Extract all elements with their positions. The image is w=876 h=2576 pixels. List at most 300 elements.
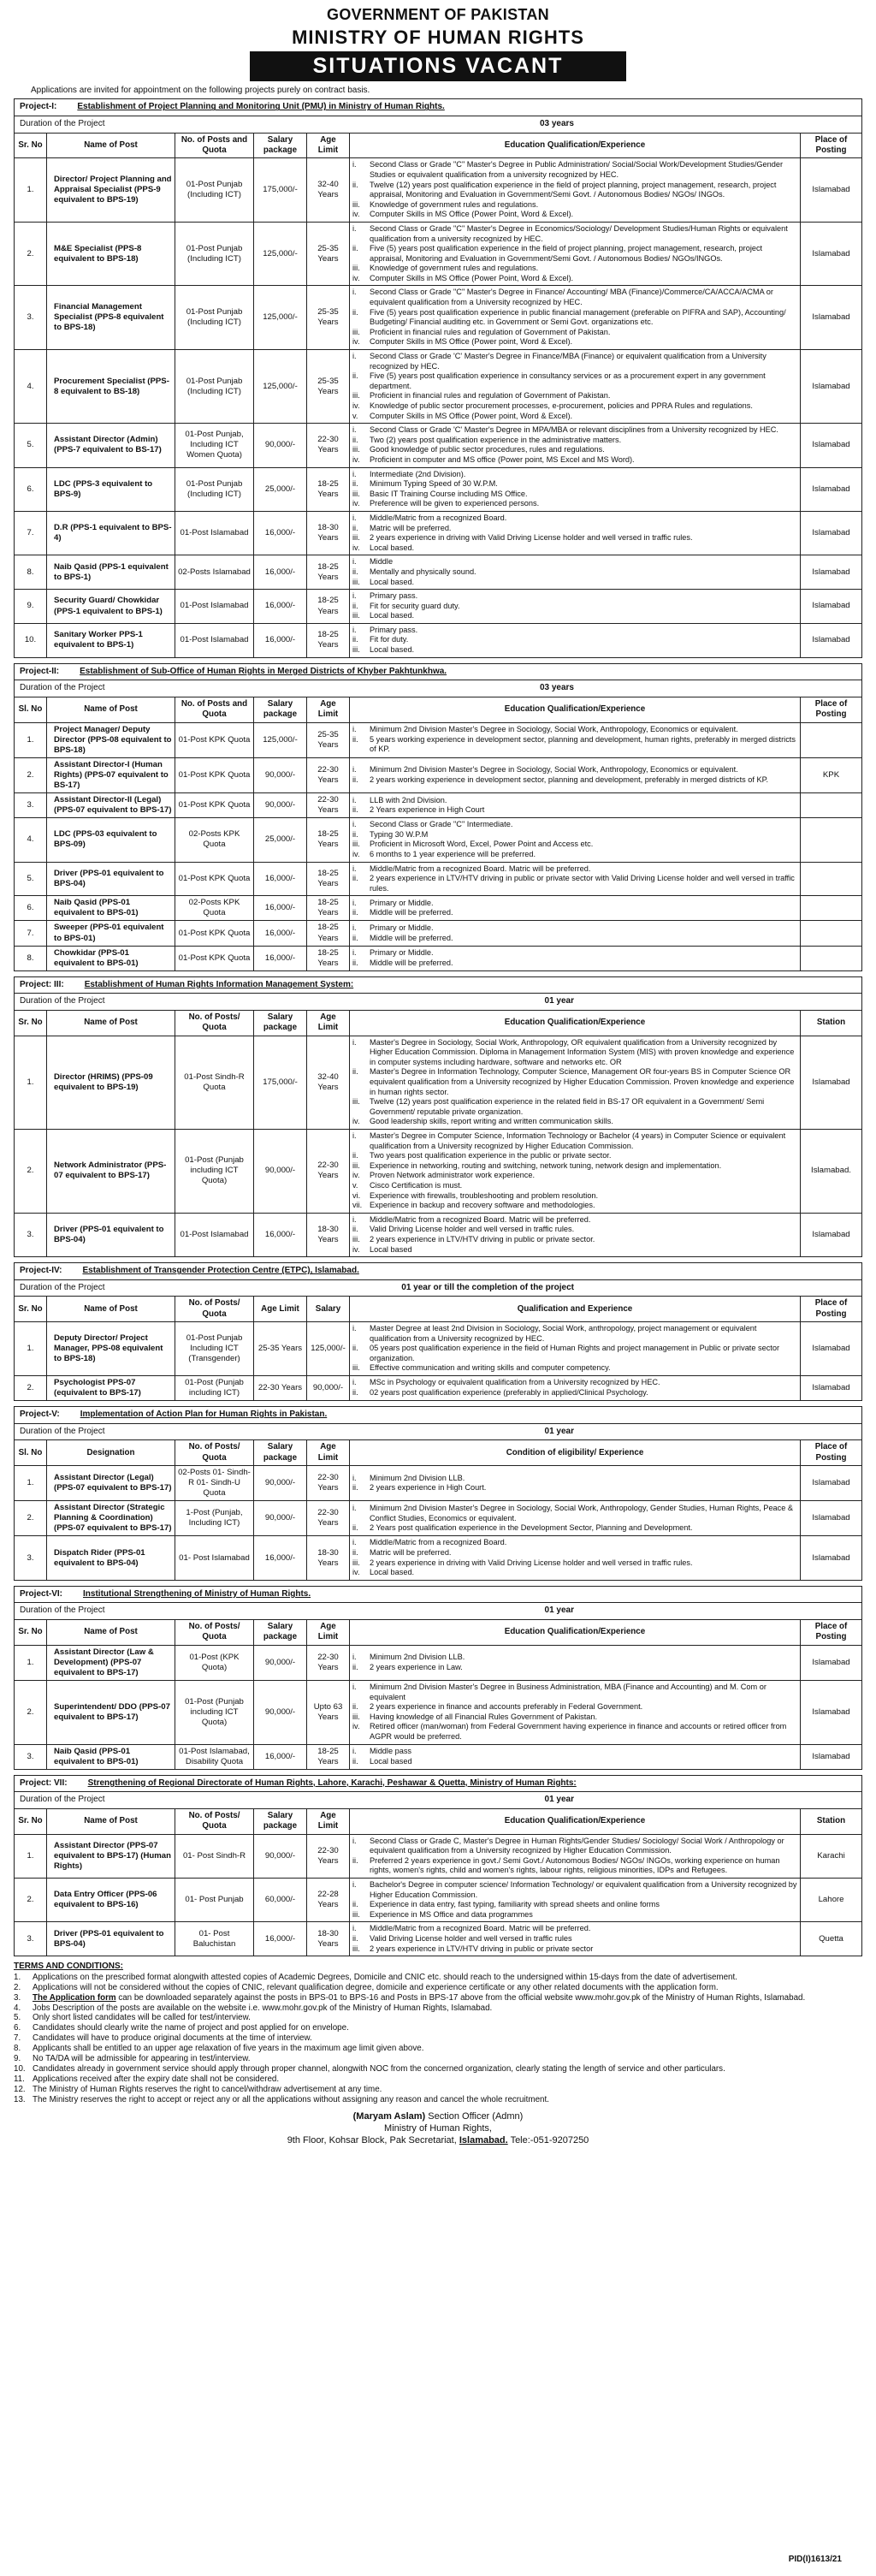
- project-heading: [14, 98, 862, 116]
- qualification-cell: [350, 1922, 801, 1956]
- qualification-text: Matric will be preferred.: [370, 523, 452, 532]
- qualification-item: [352, 1548, 797, 1558]
- roman-numeral: iv.: [352, 499, 360, 508]
- table-row: [15, 511, 862, 555]
- serial-number: 4.: [15, 818, 47, 862]
- qualification-text: Good leadership skills, report writing and written communication skills.: [370, 1117, 613, 1126]
- age-limit: 25-35 Years: [307, 286, 350, 350]
- project-heading: [14, 663, 862, 680]
- qualification-text: Experience in MS Office and data programmes: [370, 1909, 533, 1919]
- qualification-text: Local based: [370, 1244, 412, 1254]
- roman-numeral: ii.: [352, 601, 358, 610]
- roman-numeral: ii.: [352, 567, 358, 576]
- roman-numeral: iv.: [352, 543, 360, 552]
- qualification-item: [352, 1900, 797, 1910]
- term-number: 9.: [14, 2054, 21, 2064]
- table-row: [15, 1536, 862, 1580]
- post-name: Network Administrator (PPS-07 equivalent to BPS-17): [47, 1130, 175, 1214]
- serial-number: 2.: [15, 1130, 47, 1214]
- term-text: [33, 1983, 719, 1993]
- qualification-cell: [350, 1645, 801, 1680]
- roman-numeral: i.: [352, 1747, 357, 1756]
- serial-number: 3.: [15, 286, 47, 350]
- qualification-text: 2 years experience in driving with Valid Driving License holder and well versed in traffic rules.: [370, 533, 693, 543]
- signatory-designation: Section Officer (Admn): [428, 2110, 524, 2122]
- column-header: Age Limit: [307, 1440, 350, 1466]
- signatory-tel: Tele:-051-9207250: [510, 2135, 589, 2146]
- qualification-text: Local based: [370, 1756, 412, 1766]
- post-name: Project Manager/ Deputy Director (PPS-08 equivalent to BPS-18): [47, 722, 175, 757]
- column-header: Salary package: [254, 697, 307, 722]
- table-row: [15, 1878, 862, 1921]
- age-limit: 90,000/-: [307, 1375, 350, 1400]
- qualification-text: Five (5) years post qualification experience in the field of project planning, project management, research, project appraisal, Monitoring and Evaluation in Government/Semi Govt. / Autonomous Bodies/ NGOs/INGOs.: [370, 244, 763, 263]
- qualification-text: 2 years experience in LTV/HTV driving in public or private sector.: [370, 1234, 595, 1243]
- table-row: [15, 793, 862, 818]
- serial-number: 8.: [15, 946, 47, 970]
- table-header-row: [15, 1440, 862, 1466]
- salary-package: 16,000/-: [254, 921, 307, 946]
- table-row: [15, 757, 862, 792]
- salary-package: 90,000/-: [254, 1501, 307, 1536]
- term-item: [14, 2074, 862, 2085]
- table-row: [15, 921, 862, 946]
- qualification-item: [352, 455, 797, 466]
- posts-quota: 02-Posts KPK Quota: [175, 896, 254, 921]
- salary-package: 90,000/-: [254, 1834, 307, 1878]
- project-section: [14, 1262, 862, 1401]
- posts-quota: 01-Post Islamabad, Disability Quota: [175, 1744, 254, 1769]
- qualification-text: Primary pass.: [370, 591, 418, 601]
- intro-text: Applications are invited for appointment on the following projects purely on contract basis.: [31, 85, 370, 95]
- qualification-text: Retired officer (man/woman) from Federal Government having experience in finance and accounts or retired officer from AGPR would be preferred.: [370, 1722, 787, 1741]
- duration-value: 01 year: [544, 1426, 574, 1436]
- salary-package: 22-30 Years: [254, 1375, 307, 1400]
- roman-numeral: i.: [352, 1324, 357, 1333]
- place-of-posting: Islamabad: [801, 158, 862, 223]
- qualification-cell: [350, 896, 801, 921]
- column-header: Salary package: [254, 1620, 307, 1646]
- term-text: [33, 2095, 549, 2105]
- jobs-table: [14, 1619, 862, 1770]
- place-of-posting: [801, 818, 862, 862]
- age-limit: 18-25 Years: [307, 818, 350, 862]
- project-label: Project-IV:: [20, 1266, 62, 1276]
- qualification-text: Second Class or Grade "C" Master's Degree in Finance/ Accounting/ MBA (Finance)/Commerce/CA/ACCA/ACMA or equivalent qualification from a University recognized by HEC.: [370, 288, 773, 307]
- term-text: [33, 2044, 423, 2054]
- column-header: Salary package: [254, 1010, 307, 1036]
- project-duration: [14, 1279, 862, 1297]
- table-row: [15, 1466, 862, 1501]
- table-row: [15, 590, 862, 624]
- posts-quota: 01-Post KPK Quota: [175, 946, 254, 970]
- term-text: [33, 2013, 251, 2023]
- roman-numeral: ii.: [352, 874, 358, 883]
- qualification-text: Computer Skills in MS Office (Power point, Word & Excel).: [370, 337, 573, 347]
- place-of-posting: Islamabad: [801, 511, 862, 555]
- qualification-item: [352, 328, 797, 338]
- duration-value: 03 years: [539, 119, 574, 129]
- post-name: Chowkidar (PPS-01 equivalent to BPS-01): [47, 946, 175, 970]
- place-of-posting: Islamabad: [801, 286, 862, 350]
- table-row: [15, 1036, 862, 1129]
- project-label: Project: VII:: [20, 1778, 68, 1788]
- qualification-item: [352, 1181, 797, 1191]
- column-header: No. of Posts/ Quota: [175, 1808, 254, 1834]
- table-row: [15, 623, 862, 657]
- qualification-text: Middle/Matric from a recognized Board. Matric will be preferred.: [370, 864, 591, 873]
- roman-numeral: ii.: [352, 1523, 358, 1533]
- qualification-text: Effective communication and writing skills and computer competency.: [370, 1363, 611, 1373]
- salary-package: 125,000/-: [254, 350, 307, 424]
- serial-number: 5.: [15, 862, 47, 896]
- column-header: Name of Post: [47, 1297, 175, 1322]
- qualification-item: [352, 725, 797, 735]
- duration-value: 01 year: [544, 1795, 574, 1805]
- qualification-item: [352, 1201, 797, 1211]
- column-header: Sr. No: [15, 1297, 47, 1322]
- roman-numeral: ii.: [352, 1344, 358, 1353]
- salary-package: 16,000/-: [254, 555, 307, 590]
- term-body: The Ministry of Human Rights reserves the right to cancel/withdraw advertisement at any time.: [33, 2085, 382, 2094]
- serial-number: 3.: [15, 1744, 47, 1769]
- table-header-row: [15, 1620, 862, 1646]
- roman-numeral: i.: [352, 160, 357, 169]
- qualification-cell: [350, 555, 801, 590]
- salary-package: 16,000/-: [254, 511, 307, 555]
- jobs-table: [14, 1808, 862, 1956]
- project-title: Establishment of Project Planning and Monitoring Unit (PMU) in Ministry of Human Rights.: [77, 102, 445, 112]
- roman-numeral: i.: [352, 948, 357, 958]
- age-limit: 18-30 Years: [307, 511, 350, 555]
- posts-quota: 01-Post (Punjab including ICT): [175, 1375, 254, 1400]
- posts-quota: 01- Post Sindh-R: [175, 1834, 254, 1878]
- term-number: 6.: [14, 2023, 21, 2033]
- roman-numeral: i.: [352, 1879, 357, 1889]
- jobs-table: [14, 133, 862, 658]
- signatory-city: Islamabad.: [459, 2135, 508, 2146]
- roman-numeral: iii.: [352, 1160, 360, 1170]
- column-header: Salary package: [254, 1808, 307, 1834]
- signoff-block: [14, 2110, 862, 2147]
- roman-numeral: ii.: [352, 1933, 358, 1943]
- qualification-item: [352, 1757, 797, 1767]
- qualification-cell: [350, 921, 801, 946]
- roman-numeral: i.: [352, 513, 357, 522]
- age-limit: 18-25 Years: [307, 623, 350, 657]
- table-header-row: [15, 697, 862, 722]
- qualification-item: [352, 490, 797, 500]
- qualification-text: Minimum 2nd Division Master's Degree in Sociology, Social Work, Anthropology, Economics or equivalent.: [370, 725, 738, 734]
- column-header: Name of Post: [47, 133, 175, 158]
- duration-label: Duration of the Project: [20, 1282, 105, 1292]
- post-name: Naib Qasid (PPS-1 equivalent to BPS-1): [47, 555, 175, 590]
- roman-numeral: i.: [352, 1836, 357, 1845]
- qualification-text: Local based.: [370, 577, 415, 586]
- place-of-posting: Islamabad: [801, 1036, 862, 1129]
- place-of-posting: Karachi: [801, 1834, 862, 1878]
- age-limit: 25-35 Years: [307, 222, 350, 286]
- qualification-item: [352, 371, 797, 391]
- project-title: Establishment of Transgender Protection Centre (ETPC), Islamabad.: [82, 1266, 359, 1276]
- term-body: Applications received after the expiry date shall not be considered.: [33, 2074, 280, 2085]
- table-header-row: [15, 133, 862, 158]
- age-limit: 18-30 Years: [307, 1213, 350, 1256]
- place-of-posting: Islamabad: [801, 1375, 862, 1400]
- qualification-text: Second Class or Grade "C" Master's Degree in Public Administration/ Social/Social Work/Development Studies/Gender Studies or equivalent qualification from a university recognized by HEC.: [370, 160, 784, 179]
- table-row: [15, 896, 862, 921]
- roman-numeral: vii.: [352, 1201, 363, 1210]
- post-name: Assistant Director-II (Legal) (PPS-07 equivalent to BPS-17): [47, 793, 175, 818]
- posts-quota: 01-Post Punjab Including ICT (Transgender): [175, 1322, 254, 1376]
- project-section: [14, 663, 862, 971]
- qualification-text: Computer Skills in MS Office (Power Point, Word & Excel).: [370, 273, 574, 282]
- qualification-cell: [350, 1501, 801, 1536]
- roman-numeral: ii.: [352, 908, 358, 917]
- roman-numeral: ii.: [352, 1151, 358, 1160]
- place-of-posting: Islamabad: [801, 467, 862, 511]
- table-row: [15, 1130, 862, 1214]
- roman-numeral: i.: [352, 1378, 357, 1387]
- qualification-cell: [350, 1322, 801, 1376]
- project-section: [14, 1775, 862, 1956]
- qualification-text: Master's Degree in Information Technology, Computer Science, Management OR four-years BS in Computer Science OR equivalent qualification from a University recognized by Higher Education Commission. Proven knowledge and experience in human rights sector.: [370, 1067, 795, 1096]
- roman-numeral: ii.: [352, 180, 358, 189]
- age-limit: 125,000/-: [307, 1322, 350, 1376]
- qualification-item: [352, 820, 797, 830]
- serial-number: 2.: [15, 1501, 47, 1536]
- salary-package: 90,000/-: [254, 424, 307, 467]
- column-header: Sr. No: [15, 1010, 47, 1036]
- term-body: Applicants shall be entitled to an upper age relaxation of five years in the maximum age limit given above.: [33, 2044, 424, 2054]
- qualification-cell: [350, 1744, 801, 1769]
- qualification-text: Mentally and physically sound.: [370, 567, 476, 576]
- post-name: Sweeper (PPS-01 equivalent to BPS-01): [47, 921, 175, 946]
- roman-numeral: iii.: [352, 264, 360, 273]
- age-limit: 18-25 Years: [307, 921, 350, 946]
- qualification-text: Local based.: [370, 543, 415, 552]
- term-text: [33, 2033, 312, 2044]
- column-header: Name of Post: [47, 1010, 175, 1036]
- roman-numeral: ii.: [352, 1662, 358, 1671]
- post-name: Assistant Director (PPS-07 equivalent to BPS-17) (Human Rights): [47, 1834, 175, 1878]
- post-name: Director (HRIMS) (PPS-09 equivalent to BPS-19): [47, 1036, 175, 1129]
- posts-quota: 01-Post Islamabad: [175, 511, 254, 555]
- age-limit: 18-25 Years: [307, 862, 350, 896]
- qualification-text: Intermediate (2nd Division).: [370, 469, 466, 478]
- age-limit: 18-30 Years: [307, 1536, 350, 1580]
- serial-number: 10.: [15, 623, 47, 657]
- header: [14, 5, 862, 81]
- qualification-text: Middle/Matric from a recognized Board.: [370, 513, 507, 522]
- salary-package: 16,000/-: [254, 590, 307, 624]
- qualification-text: Five (5) years post qualification experience in public financial management (preferable on PIFRA and SAP), Accounting/ Budgeting/ Financial auditing etc. in Government or Semi Govt. organizations etc.: [370, 307, 786, 327]
- qualification-cell: [350, 222, 801, 286]
- table-row: [15, 158, 862, 223]
- qualification-item: [352, 337, 797, 347]
- place-of-posting: Islamabad: [801, 1645, 862, 1680]
- roman-numeral: iii.: [352, 1712, 360, 1721]
- column-header: Age Limit: [307, 697, 350, 722]
- term-text: [33, 2003, 492, 2014]
- post-name: Financial Management Specialist (PPS-8 equivalent to BPS-18): [47, 286, 175, 350]
- column-header: Age Limit: [307, 1808, 350, 1834]
- serial-number: 7.: [15, 921, 47, 946]
- qualification-item: [352, 850, 797, 860]
- posts-quota: 01-Post (Punjab including ICT Quota): [175, 1680, 254, 1744]
- project-label: Project-II:: [20, 666, 60, 676]
- posts-quota: 01-Post KPK Quota: [175, 757, 254, 792]
- column-header: Sr. No: [15, 1620, 47, 1646]
- qualification-item: [352, 1538, 797, 1548]
- project-duration: [14, 680, 862, 697]
- roman-numeral: iii.: [352, 445, 360, 454]
- pid-number: PID(I)1613/21: [788, 2555, 842, 2565]
- table-header-row: [15, 1297, 862, 1322]
- post-name: Assistant Director (Strategic Planning & Coordination) (PPS-07 equivalent to BPS-17): [47, 1501, 175, 1536]
- column-header: Qualification and Experience: [350, 1297, 801, 1322]
- term-body: Jobs Description of the posts are available on the website i.e. www.mohr.gov.pk of the Ministry of Human Rights, Islamabad.: [33, 2003, 493, 2013]
- qualification-cell: [350, 1036, 801, 1129]
- qualification-item: [352, 1378, 797, 1388]
- column-header: No. of Posts/ Quota: [175, 1440, 254, 1466]
- place-of-posting: Islamabad: [801, 1744, 862, 1769]
- roman-numeral: i.: [352, 469, 357, 478]
- roman-numeral: iii.: [352, 1558, 360, 1567]
- terms-title: TERMS AND CONDITIONS:: [14, 1962, 123, 1972]
- salary-package: 90,000/-: [254, 1130, 307, 1214]
- age-limit: 22-30 Years: [307, 424, 350, 467]
- post-name: Driver (PPS-01 equivalent to BPS-04): [47, 862, 175, 896]
- salary-package: 25-35 Years: [254, 1322, 307, 1376]
- term-number: 3.: [14, 1992, 21, 2003]
- table-row: [15, 1322, 862, 1376]
- jobs-table: [14, 1296, 862, 1401]
- salary-package: 16,000/-: [254, 623, 307, 657]
- roman-numeral: ii.: [352, 1548, 358, 1558]
- duration-value: 03 years: [539, 683, 574, 693]
- serial-number: 1.: [15, 1036, 47, 1129]
- roman-numeral: iii.: [352, 1097, 360, 1107]
- qualification-text: Twelve (12) years post qualification experience in the field of project planning, project management, research, project appraisal, Monitoring and Evaluation in Government/Semi Govt. / Autonomous Bodies/ NGOs/ INGOs.: [370, 180, 777, 199]
- qualification-item: [352, 1523, 797, 1534]
- table-row: [15, 467, 862, 511]
- qualification-text: Experience in networking, routing and switching, network tuning, network design and implementation.: [370, 1160, 722, 1170]
- qualification-item: [352, 1474, 797, 1484]
- roman-numeral: iv.: [352, 1171, 360, 1180]
- qualification-cell: [350, 946, 801, 970]
- projects-container: [14, 98, 862, 1956]
- project-heading: [14, 1586, 862, 1603]
- salary-package: 90,000/-: [254, 1466, 307, 1501]
- column-header: Designation: [47, 1440, 175, 1466]
- roman-numeral: iv.: [352, 1117, 360, 1126]
- project-heading: [14, 1262, 862, 1279]
- roman-numeral: ii.: [352, 523, 358, 532]
- roman-numeral: i.: [352, 898, 357, 907]
- qualification-cell: [350, 511, 801, 555]
- qualification-text: Minimum 2nd Division LLB.: [370, 1473, 465, 1482]
- qualification-item: [352, 1067, 797, 1097]
- qualification-item: [352, 578, 797, 588]
- roman-numeral: ii.: [352, 1483, 358, 1493]
- column-header: Condition of eligibility/ Experience: [350, 1440, 801, 1466]
- place-of-posting: [801, 862, 862, 896]
- column-header: Name of Post: [47, 1808, 175, 1834]
- salary-package: 16,000/-: [254, 1922, 307, 1956]
- qualification-item: [352, 543, 797, 554]
- term-text: [33, 2074, 279, 2085]
- qualification-text: Minimum Typing Speed of 30 W.P.M.: [370, 479, 498, 489]
- serial-number: 1.: [15, 158, 47, 223]
- qualification-cell: [350, 1834, 801, 1878]
- posts-quota: 01-Post Islamabad: [175, 590, 254, 624]
- terms-list: [14, 1973, 862, 2105]
- duration-label: Duration of the Project: [20, 996, 105, 1006]
- qualification-text: Typing 30 W.P.M: [370, 829, 429, 839]
- salary-package: 16,000/-: [254, 862, 307, 896]
- qualification-item: [352, 1097, 797, 1117]
- project-title: Strengthening of Regional Directorate of Human Rights, Lahore, Karachi, Peshawar & Quetta, Ministry of Human Rights:: [87, 1778, 577, 1788]
- column-header: Age Limit: [254, 1297, 307, 1322]
- roman-numeral: i.: [352, 820, 357, 829]
- column-header: Sl. No: [15, 1440, 47, 1466]
- term-item: [14, 2013, 862, 2023]
- roman-numeral: i.: [352, 352, 357, 361]
- project-duration: [14, 1423, 862, 1440]
- qualification-cell: [350, 158, 801, 223]
- roman-numeral: i.: [352, 1037, 357, 1047]
- age-limit: 22-30 Years: [307, 757, 350, 792]
- age-limit: 18-25 Years: [307, 467, 350, 511]
- place-of-posting: Islamabad: [801, 555, 862, 590]
- table-row: [15, 1213, 862, 1256]
- table-row: [15, 1922, 862, 1956]
- qualification-item: [352, 948, 797, 959]
- salary-package: 90,000/-: [254, 757, 307, 792]
- posts-quota: 02-Posts KPK Quota: [175, 818, 254, 862]
- column-header: Place of Posting: [801, 133, 862, 158]
- qualification-text: Having knowledge of all Financial Rules Government of Pakistan.: [370, 1712, 598, 1721]
- qualification-item: [352, 1344, 797, 1363]
- term-number: 12.: [14, 2085, 26, 2094]
- qualification-text: Minimum 2nd Division Master's Degree in Business Administration, MBA (Finance and Accounting) and M. Com or equivalent: [370, 1682, 766, 1701]
- post-name: Psychologist PPS-07 (equivalent to BPS-17): [47, 1375, 175, 1400]
- roman-numeral: ii.: [352, 958, 358, 967]
- serial-number: 7.: [15, 511, 47, 555]
- qualification-text: Primary or Middle.: [370, 898, 434, 907]
- qualification-item: [352, 1944, 797, 1955]
- term-body: Candidates will have to produce original documents at the time of interview.: [33, 2033, 312, 2044]
- qualification-item: [352, 626, 797, 636]
- roman-numeral: ii.: [352, 805, 358, 815]
- roman-numeral: iii.: [352, 1909, 360, 1919]
- qualification-text: Basic IT Training Course including MS Office.: [370, 489, 528, 498]
- post-name: Deputy Director/ Project Manager, PPS-08 equivalent to BPS-18): [47, 1322, 175, 1376]
- qualification-text: Knowledge of public sector procurement processes, e-procurement, policies and PPRA Rules and regulations.: [370, 401, 753, 411]
- project-label: Project: III:: [20, 979, 64, 989]
- posts-quota: 01-Post (KPK Quota): [175, 1645, 254, 1680]
- term-text: [33, 1973, 737, 1983]
- qualification-item: [352, 830, 797, 840]
- qualification-text: Proficient in computer and MS office (Power point, MS Excel and MS Word).: [370, 454, 635, 464]
- roman-numeral: ii.: [352, 1067, 358, 1077]
- roman-numeral: iii.: [352, 611, 360, 620]
- salary-package: 90,000/-: [254, 1645, 307, 1680]
- place-of-posting: Islamabad: [801, 1213, 862, 1256]
- qualification-text: 2 years working experience in development sector, planning and development, preferably in merged districts of KP.: [370, 775, 769, 784]
- column-header: Education Qualification/Experience: [350, 697, 801, 722]
